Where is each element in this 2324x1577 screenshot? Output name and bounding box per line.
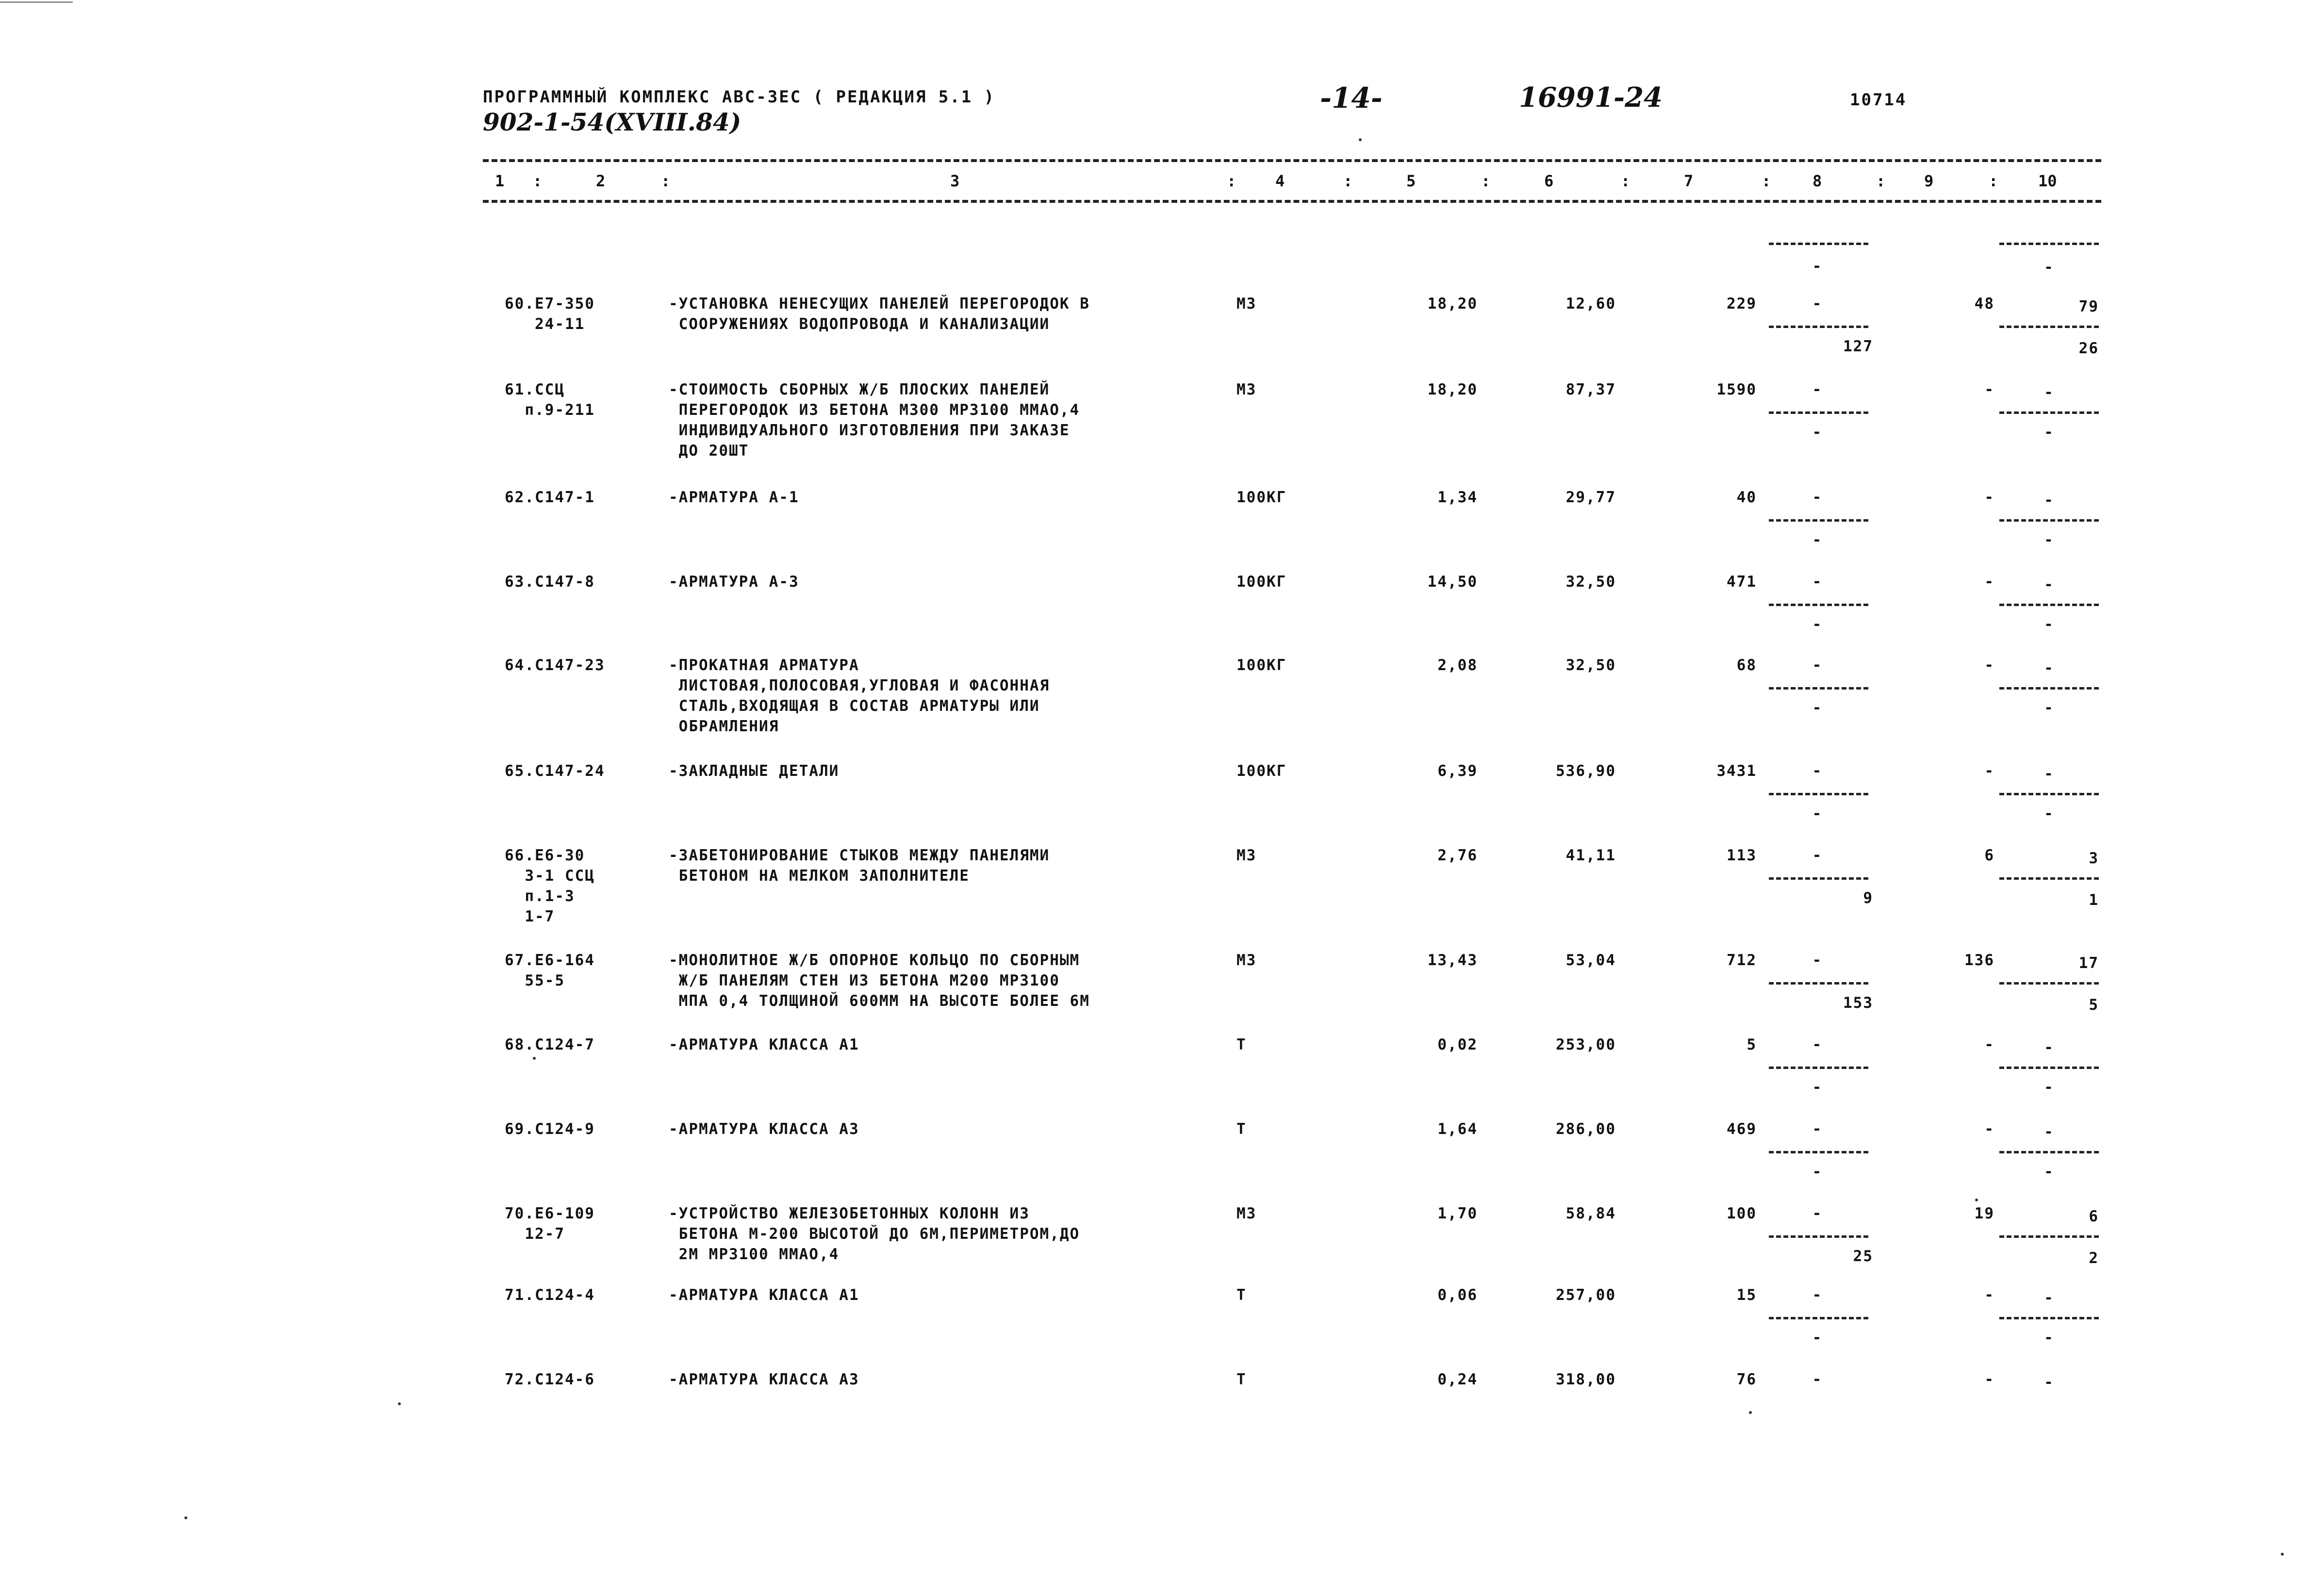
row-col10-top: - xyxy=(2044,576,2054,593)
row-qty: 6,39 xyxy=(1437,762,1478,780)
scan-speck xyxy=(184,1516,187,1519)
row-rule-10 xyxy=(1999,1067,2099,1069)
row-col8-top: - xyxy=(1812,952,1823,969)
col-sep: : xyxy=(1343,172,1353,190)
row-qty: 2,08 xyxy=(1437,657,1478,674)
row-name: -АРМАТУРА КЛАССА А3 xyxy=(669,1371,859,1388)
program-title: ПРОГРАММНЫЙ КОМПЛЕКС АВС-ЗЕС ( РЕДАКЦИЯ 5.1 ) xyxy=(483,87,996,107)
row-code: 61.ССЦ п.9-211 xyxy=(505,381,595,419)
row-price: 286,00 xyxy=(1556,1120,1616,1138)
row-name: -СТОИМОСТЬ СБОРНЫХ Ж/Б ПЛОСКИХ ПАНЕЛЕЙ ПЕРЕГОРОДОК ИЗ БЕТОНА М300 МРЗ100 ММАО,4 ИНДИВИДУАЛЬНОГО ИЗГОТОВЛЕНИЯ ПРИ ЗАКАЗЕ ДО 20ШТ xyxy=(669,381,1080,460)
row-rule-10 xyxy=(1999,793,2099,795)
row-price: 41,11 xyxy=(1566,847,1616,864)
row-rule-10 xyxy=(1999,519,2099,522)
scan-speck xyxy=(2281,1553,2284,1556)
col-sep: : xyxy=(661,172,671,190)
row-col10-top: 6 xyxy=(2089,1208,2099,1225)
row-total: 68 xyxy=(1736,657,1757,674)
row-unit: М3 xyxy=(1236,381,1257,398)
col-2: 2 xyxy=(596,172,606,190)
row-code: 66.Е6-30 3-1 ССЦ п.1-3 1-7 xyxy=(505,847,595,925)
row-col10-bottom: 26 xyxy=(2078,340,2099,357)
row-price: 12,60 xyxy=(1566,295,1616,312)
carry-rule-10 xyxy=(1999,243,2099,245)
row-col10-top: 3 xyxy=(2089,850,2099,867)
row-unit: 100КГ xyxy=(1236,657,1287,674)
row-col8-top: - xyxy=(1812,657,1823,674)
col-10: 10 xyxy=(2038,172,2057,190)
row-unit: 100КГ xyxy=(1236,573,1287,591)
row-col8-top: - xyxy=(1812,573,1823,591)
row-name: -ПРОКАТНАЯ АРМАТУРА ЛИСТОВАЯ,ПОЛОСОВАЯ,УГЛОВАЯ И ФАСОННАЯ СТАЛЬ,ВХОДЯЩАЯ В СОСТАВ АРМАТУРЫ ИЛИ ОБРАМЛЕНИЯ xyxy=(669,657,1050,735)
row-col10-top: - xyxy=(2044,659,2054,677)
row-col9: - xyxy=(1984,1120,1994,1138)
row-col10-top: - xyxy=(2044,384,2054,401)
row-price: 536,90 xyxy=(1556,762,1616,780)
row-col9: 48 xyxy=(1974,295,1994,312)
row-name: -МОНОЛИТНОЕ Ж/Б ОПОРНОЕ КОЛЬЦО ПО СБОРНЫМ Ж/Б ПАНЕЛЯМ СТЕН ИЗ БЕТОНА М200 МРЗ100 МПА 0,4 ТОЛЩИНОЙ 600ММ НА ВЫСОТЕ БОЛЕЕ 6М xyxy=(669,952,1090,1010)
row-col8-bottom: - xyxy=(1812,616,1823,633)
row-col8-bottom: - xyxy=(1812,805,1823,822)
row-col10-bottom: 2 xyxy=(2089,1249,2099,1267)
row-rule-10 xyxy=(1999,1317,2099,1319)
page-number: -14- xyxy=(1320,82,1383,115)
row-name: -УСТРОЙСТВО ЖЕЛЕЗОБЕТОННЫХ КОЛОНН ИЗ БЕТОНА М-200 ВЫСОТОЙ ДО 6М,ПЕРИМЕТРОМ,ДО 2М МРЗ100 ММАО,4 xyxy=(669,1205,1080,1263)
row-name: -АРМАТУРА А-3 xyxy=(669,573,799,591)
row-name: -ЗАБЕТОНИРОВАНИЕ СТЫКОВ МЕЖДУ ПАНЕЛЯМИ БЕТОНОМ НА МЕЛКОМ ЗАПОЛНИТЕЛЕ xyxy=(669,847,1050,885)
row-name: -ЗАКЛАДНЫЕ ДЕТАЛИ xyxy=(669,762,840,780)
row-code: 63.С147-8 xyxy=(505,573,595,591)
row-rule-10 xyxy=(1999,877,2099,880)
col-sep: : xyxy=(1989,172,1998,190)
row-name: -УСТАНОВКА НЕНЕСУЩИХ ПАНЕЛЕЙ ПЕРЕГОРОДОК В СООРУЖЕНИЯХ ВОДОПРОВОДА И КАНАЛИЗАЦИИ xyxy=(669,295,1090,333)
header-rule-top xyxy=(483,159,2101,162)
row-name: -АРМАТУРА КЛАССА А1 xyxy=(669,1286,859,1304)
row-code: 72.С124-6 xyxy=(505,1371,595,1388)
row-col8-top: - xyxy=(1812,1205,1823,1222)
col-8: 8 xyxy=(1813,172,1822,190)
row-rule-8 xyxy=(1769,1067,1868,1069)
row-total: 469 xyxy=(1727,1120,1757,1138)
row-qty: 1,70 xyxy=(1437,1205,1478,1222)
row-code: 70.Е6-109 12-7 xyxy=(505,1205,595,1243)
col-9: 9 xyxy=(1924,172,1934,190)
row-code: 62.С147-1 xyxy=(505,489,595,506)
row-unit: М3 xyxy=(1236,847,1257,864)
carry-value-8: - xyxy=(1812,258,1823,275)
col-6: 6 xyxy=(1544,172,1554,190)
row-col8-top: - xyxy=(1812,1371,1823,1388)
row-price: 32,50 xyxy=(1566,657,1616,674)
row-total: 471 xyxy=(1727,573,1757,591)
row-price: 318,00 xyxy=(1556,1371,1616,1388)
row-rule-10 xyxy=(1999,687,2099,690)
row-code: 69.С124-9 xyxy=(505,1120,595,1138)
row-rule-10 xyxy=(1999,1235,2099,1238)
row-col8-bottom: - xyxy=(1812,1163,1823,1181)
row-total: 15 xyxy=(1736,1286,1757,1304)
row-col10-top: - xyxy=(2044,1374,2054,1391)
row-col8-bottom: 9 xyxy=(1863,889,1873,907)
row-unit: Т xyxy=(1236,1036,1247,1053)
row-col8-top: - xyxy=(1812,1286,1823,1304)
row-total: 5 xyxy=(1747,1036,1757,1053)
row-total: 229 xyxy=(1727,295,1757,312)
row-unit: М3 xyxy=(1236,952,1257,969)
header-rule-bottom xyxy=(483,200,2101,203)
scan-speck xyxy=(1975,1199,1978,1201)
scan-edge-line xyxy=(0,1,73,3)
row-total: 113 xyxy=(1727,847,1757,864)
row-col10-top: - xyxy=(2044,1123,2054,1141)
row-total: 100 xyxy=(1727,1205,1757,1222)
row-col8-top: - xyxy=(1812,381,1823,398)
row-rule-8 xyxy=(1769,411,1868,414)
row-col10-top: - xyxy=(2044,1289,2054,1307)
row-col8-bottom: - xyxy=(1812,1329,1823,1347)
row-col8-top: - xyxy=(1812,489,1823,506)
row-col9: - xyxy=(1984,381,1994,398)
row-rule-10 xyxy=(1999,982,2099,985)
row-col10-bottom: - xyxy=(2044,531,2054,549)
row-qty: 0,24 xyxy=(1437,1371,1478,1388)
row-name: -АРМАТУРА КЛАССА А3 xyxy=(669,1120,859,1138)
col-5: 5 xyxy=(1406,172,1416,190)
col-4: 4 xyxy=(1275,172,1285,190)
row-rule-8 xyxy=(1769,687,1868,690)
row-col8-top: - xyxy=(1812,762,1823,780)
row-unit: М3 xyxy=(1236,1205,1257,1222)
row-col9: 19 xyxy=(1974,1205,1994,1222)
row-qty: 2,76 xyxy=(1437,847,1478,864)
row-col9: 6 xyxy=(1984,847,1994,864)
row-rule-8 xyxy=(1769,519,1868,522)
row-col9: - xyxy=(1984,657,1994,674)
row-col10-top: - xyxy=(2044,492,2054,509)
row-qty: 0,06 xyxy=(1437,1286,1478,1304)
row-col10-top: - xyxy=(2044,1039,2054,1056)
row-col10-top: 17 xyxy=(2078,954,2099,972)
row-unit: М3 xyxy=(1236,295,1257,312)
col-sep: : xyxy=(533,172,543,190)
row-col10-bottom: 1 xyxy=(2089,891,2099,909)
sheet-number: 10714 xyxy=(1850,90,1907,110)
row-col8-bottom: - xyxy=(1812,424,1823,441)
scan-speck xyxy=(533,1057,536,1060)
row-rule-8 xyxy=(1769,982,1868,985)
row-price: 32,50 xyxy=(1566,573,1616,591)
col-7: 7 xyxy=(1684,172,1694,190)
row-qty: 18,20 xyxy=(1427,295,1478,312)
row-col10-bottom: - xyxy=(2044,1329,2054,1347)
row-rule-8 xyxy=(1769,877,1868,880)
row-rule-8 xyxy=(1769,793,1868,795)
carry-value-10: - xyxy=(2044,259,2054,276)
row-unit: Т xyxy=(1236,1371,1247,1388)
row-price: 53,04 xyxy=(1566,952,1616,969)
row-total: 1590 xyxy=(1716,381,1757,398)
row-col10-bottom: 5 xyxy=(2089,996,2099,1014)
carry-rule-8 xyxy=(1769,243,1868,245)
row-col8-top: - xyxy=(1812,1120,1823,1138)
row-col10-bottom: - xyxy=(2044,1079,2054,1096)
project-code: 902-1-54(XVIII.84) xyxy=(483,108,742,136)
row-code: 68.С124-7 xyxy=(505,1036,595,1053)
row-price: 29,77 xyxy=(1566,489,1616,506)
col-3: 3 xyxy=(950,172,960,190)
row-qty: 1,34 xyxy=(1437,489,1478,506)
row-code: 67.Е6-164 55-5 xyxy=(505,952,595,989)
row-rule-10 xyxy=(1999,326,2099,328)
row-col8-top: - xyxy=(1812,295,1823,312)
row-col8-bottom: - xyxy=(1812,699,1823,717)
row-rule-10 xyxy=(1999,604,2099,606)
row-code: 64.С147-23 xyxy=(505,657,605,674)
col-sep: : xyxy=(1762,172,1771,190)
col-sep: : xyxy=(1876,172,1886,190)
col-sep: : xyxy=(1227,172,1236,190)
row-col10-bottom: - xyxy=(2044,805,2054,822)
row-col8-top: - xyxy=(1812,847,1823,864)
row-col10-bottom: - xyxy=(2044,699,2054,717)
row-col8-top: - xyxy=(1812,1036,1823,1053)
row-col10-top: 79 xyxy=(2078,298,2099,315)
row-unit: 100КГ xyxy=(1236,762,1287,780)
row-col9: - xyxy=(1984,762,1994,780)
row-qty: 14,50 xyxy=(1427,573,1478,591)
row-unit: Т xyxy=(1236,1286,1247,1304)
scan-speck xyxy=(1359,138,1362,141)
col-sep: : xyxy=(1481,172,1491,190)
row-rule-10 xyxy=(1999,1151,2099,1153)
row-unit: 100КГ xyxy=(1236,489,1287,506)
row-col8-bottom: 153 xyxy=(1843,994,1873,1012)
row-col8-bottom: 127 xyxy=(1843,338,1873,355)
row-qty: 1,64 xyxy=(1437,1120,1478,1138)
row-col10-bottom: - xyxy=(2044,616,2054,633)
row-col9: - xyxy=(1984,1371,1994,1388)
row-col10-bottom: - xyxy=(2044,424,2054,441)
row-price: 253,00 xyxy=(1556,1036,1616,1053)
row-col10-top: - xyxy=(2044,765,2054,783)
document-number: 16991-24 xyxy=(1519,82,1663,114)
row-qty: 18,20 xyxy=(1427,381,1478,398)
row-rule-8 xyxy=(1769,1151,1868,1153)
scan-speck xyxy=(398,1402,401,1405)
row-total: 3431 xyxy=(1716,762,1757,780)
row-qty: 0,02 xyxy=(1437,1036,1478,1053)
col-sep: : xyxy=(1621,172,1631,190)
row-col10-bottom: - xyxy=(2044,1163,2054,1181)
row-col8-bottom: - xyxy=(1812,1079,1823,1096)
row-price: 257,00 xyxy=(1556,1286,1616,1304)
row-code: 60.Е7-350 24-11 xyxy=(505,295,595,333)
row-col9: 136 xyxy=(1964,952,1994,969)
row-col9: - xyxy=(1984,489,1994,506)
row-total: 76 xyxy=(1736,1371,1757,1388)
row-col9: - xyxy=(1984,1036,1994,1053)
col-1: 1 xyxy=(495,172,505,190)
row-total: 40 xyxy=(1736,489,1757,506)
row-price: 87,37 xyxy=(1566,381,1616,398)
scan-speck xyxy=(1749,1411,1752,1414)
row-col9: - xyxy=(1984,573,1994,591)
row-name: -АРМАТУРА А-1 xyxy=(669,489,799,506)
row-rule-8 xyxy=(1769,326,1868,328)
row-rule-8 xyxy=(1769,1317,1868,1319)
row-col8-bottom: - xyxy=(1812,531,1823,549)
row-unit: Т xyxy=(1236,1120,1247,1138)
row-rule-10 xyxy=(1999,411,2099,414)
row-price: 58,84 xyxy=(1566,1205,1616,1222)
row-col8-bottom: 25 xyxy=(1853,1248,1873,1265)
row-rule-8 xyxy=(1769,604,1868,606)
row-code: 71.С124-4 xyxy=(505,1286,595,1304)
row-name: -АРМАТУРА КЛАССА А1 xyxy=(669,1036,859,1053)
row-total: 712 xyxy=(1727,952,1757,969)
row-qty: 13,43 xyxy=(1427,952,1478,969)
row-rule-8 xyxy=(1769,1235,1868,1238)
row-code: 65.С147-24 xyxy=(505,762,605,780)
row-col9: - xyxy=(1984,1286,1994,1304)
